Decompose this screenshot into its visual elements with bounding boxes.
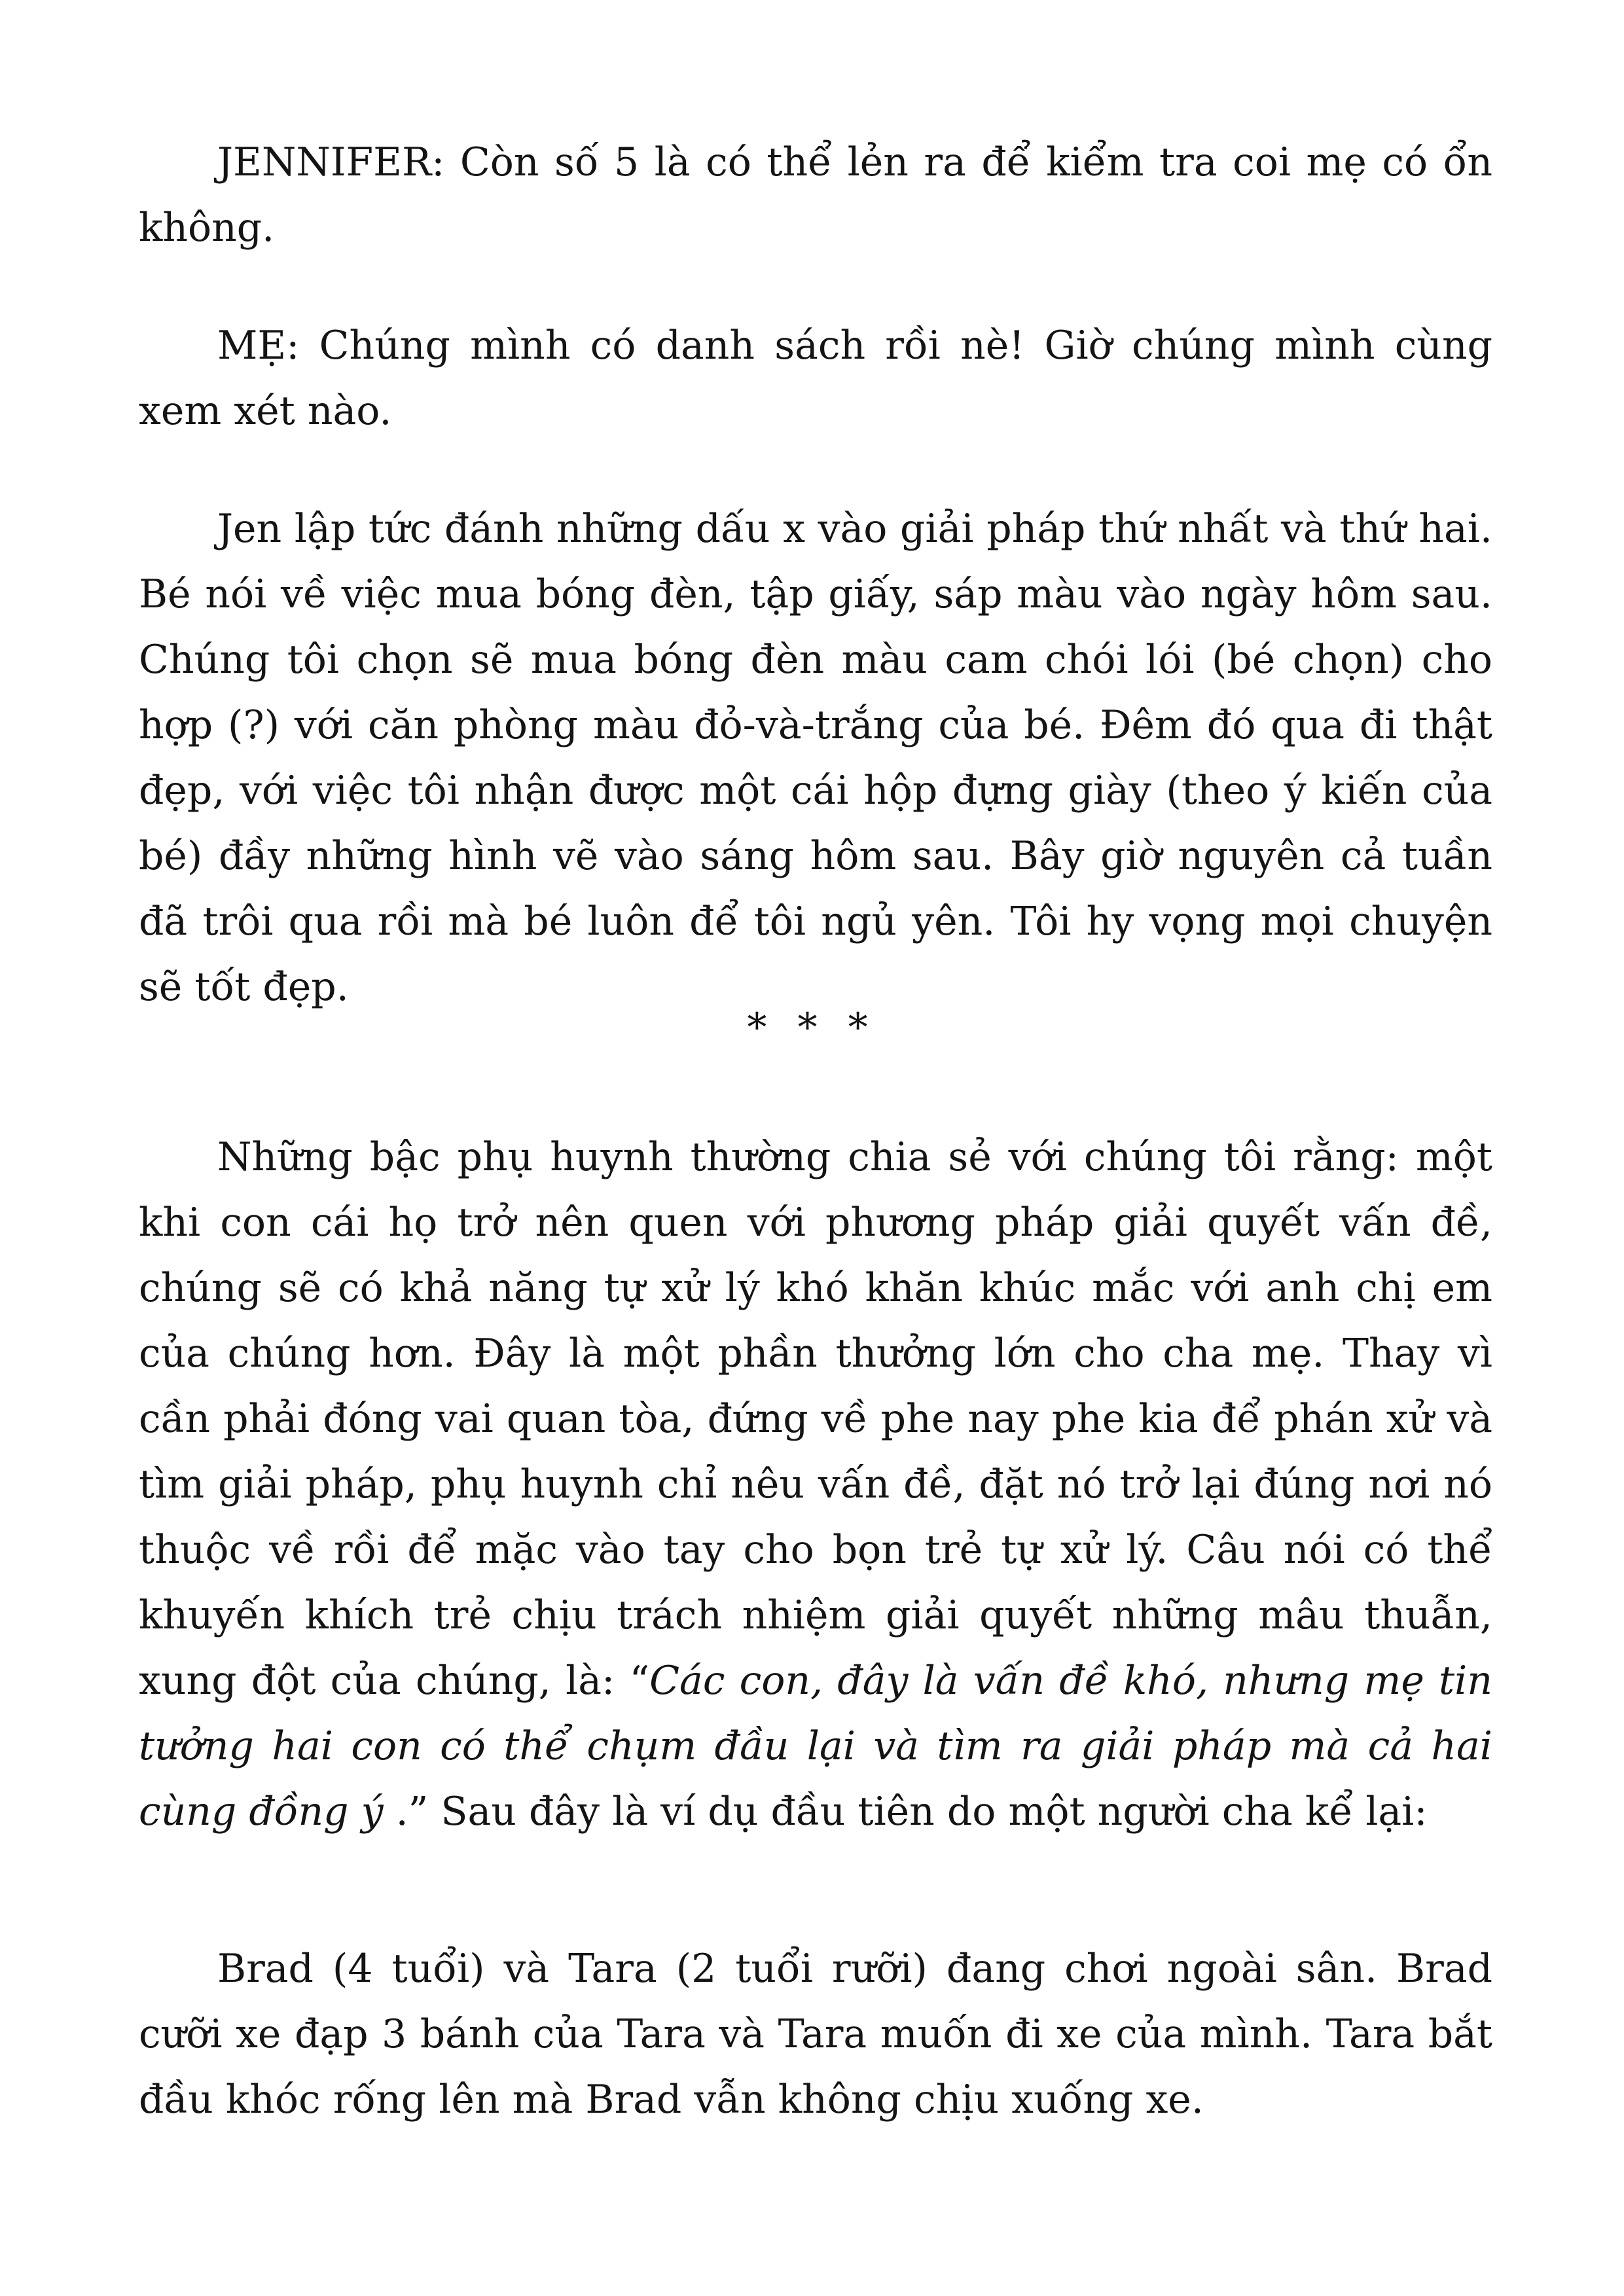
section-separator: * * * — [747, 1005, 877, 1050]
paragraph-four-quote-italic: Các con, đây là vấn đề khó, nhưng mẹ tin tưởng hai con có thể chụm đầu lại và tìm ra giải pháp mà cả hai cùng đồng ý — [139, 1658, 1492, 1835]
paragraph-brad-tara: Brad (4 tuổi) và Tara (2 tuổi rưỡi) đang chơi ngoài sân. Brad cưỡi xe đạp 3 bánh của Tara và Tara muốn đi xe của mình. Tara bắt đầu khóc rống lên mà Brad vẫn không chịu xuống xe. — [139, 1946, 1492, 2123]
paragraph-four-lead-text: Những bậc phụ huynh thường chia sẻ với chúng tôi rằng: một khi con cái họ trở nên quen với phương pháp giải quyết vấn đề, chúng sẽ có khả năng tự xử lý khó khăn khúc mắc với anh chị em của chúng hơn. Đây là một phần thưởng lớn cho cha mẹ. Thay vì cần phải đóng vai quan tòa, đứng về phe nay phe kia để phán xử và tìm giải pháp, phụ huynh chỉ nêu vấn đề, đặt nó trở lại đúng nơi nó thuộc về rồi để mặc vào tay cho bọn trẻ tự xử lý. Câu nói có thể khuyến khích trẻ chịu trách nhiệm giải quyết những mâu thuẫn, xung đột của chúng, là: “ — [139, 1134, 1492, 1704]
paragraph-jennifer: JENNIFER: Còn số 5 là có thể lẻn ra để kiểm tra coi mẹ có ổn không. — [139, 139, 1492, 251]
paragraph-jen-story: Jen lập tức đánh những dấu x vào giải pháp thứ nhất và thứ hai. Bé nói về việc mua bóng đèn, tập giấy, sáp màu vào ngày hôm sau. Chúng tôi chọn sẽ mua bóng đèn màu cam chói lói (bé chọn) cho hợp (?) với căn phòng màu đỏ-và-trắng của bé. Đêm đó qua đi thật đẹp, với việc tôi nhận được một cái hộp đựng giày (theo ý kiến của bé) đầy những hình vẽ vào sáng hôm sau. Bây giờ nguyên cả tuần đã trôi qua rồi mà bé luôn để tôi ngủ yên. Tôi hy vọng mọi chuyện sẽ tốt đẹp. — [139, 506, 1492, 1010]
paragraph-parents-share — [139, 1124, 1492, 1844]
paragraph-four-tail-text: .” Sau đây là ví dụ đầu tiên do một người cha kể lại: — [383, 1789, 1428, 1835]
paragraph-mom: MẸ: Chúng mình có danh sách rồi nè! Giờ chúng mình cùng xem xét nào. — [139, 323, 1492, 434]
